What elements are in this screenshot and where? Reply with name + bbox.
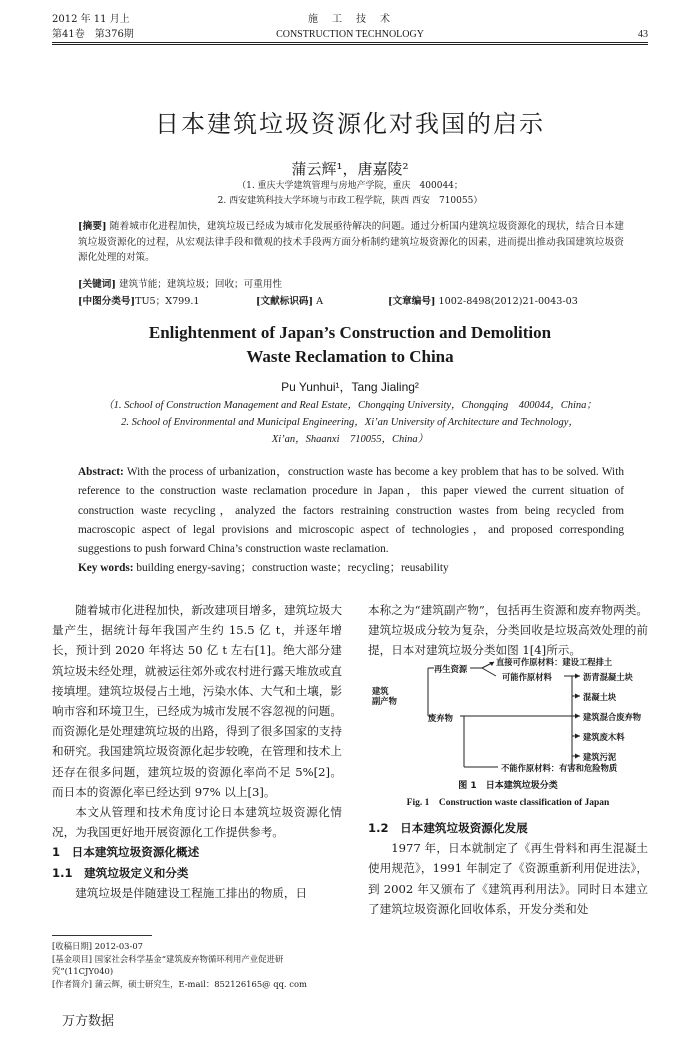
intro-paragraph: 随着城市化进程加快，新改建项目增多，建筑垃圾大量产生，据统计每年我国产生约 15.5 亿 t，并逐年增长，预计到 2020 年将达 50 亿 t 左右[1]。绝大部分建筑垃圾未经处理，就被运往郊外或农村进行露天堆放或直接填埋。建筑垃圾侵占土地，污染水体、大气和土壤，影响市容和环境卫生，已经成为城市发展不容忽视的问题。而资源化是处理建筑垃圾的出路，得到了很多国家的支持和研究。我国建筑垃圾资源化起步较晚，在管理和技术上还存在很多问题，建筑垃圾的资源化率尚不足 5%[2]。而日本的资源化率已经达到 97% 以上[3]。 (52, 603, 342, 799)
keywords-zh-text: 建筑节能；建筑垃圾；回收；可重用性 (118, 279, 283, 290)
footnotes (52, 940, 342, 990)
page-number: 43 (638, 29, 648, 40)
development-paragraph: 1977 年，日本就制定了《再生骨料和再生混凝土使用规范》，1991 年制定了《资源重新利用促进法》，到 2002 年又颁布了《建筑再利用法》。同时日本建立了建筑垃圾资源化回收体系，开发分类和处 (368, 841, 648, 916)
right-column-bottom (368, 818, 648, 919)
scope-paragraph: 本文从管理和技术角度讨论日本建筑垃圾资源化情况，为我国更好地开展资源化工作提供参考。 (52, 805, 342, 840)
keywords-en-text: building energy-saving；construction waste；recycling；reusability (136, 562, 449, 575)
authors-zh: 蒲云辉¹，唐嘉陵² (291, 160, 409, 178)
keywords-zh-label: [关键词] (78, 279, 116, 290)
affiliation-zh-2: 2. 西安建筑科技大学环境与市政工程学院，陕西 西安 710055） (217, 196, 483, 206)
journal-name-en: CONSTRUCTION TECHNOLOGY (276, 29, 424, 40)
abstract-zh-text: 随着城市化进程加快，建筑垃圾已经成为城市化发展亟待解决的问题。通过分析国内建筑垃圾资源化的现状，结合日本建筑垃圾资源化的过程，从宏观法律手段和微观的技术手段两方面分析制约建筑垃圾资源化的因素，进而提出推动我国建筑垃圾资源化处理的对策。 (78, 221, 624, 263)
figure-caption-en: Fig. 1 Construction waste classification of Japan (406, 798, 610, 808)
article-no-value: 1002-8498(2012)21-0043-03 (438, 296, 578, 307)
article-no-label: [文章编号] (388, 296, 436, 307)
header-rule-second (52, 44, 648, 45)
figure-caption-zh: 图 1 日本建筑垃圾分类 (458, 781, 558, 791)
footnote-received: [收稿日期] 2012-03-07 (52, 941, 143, 951)
figure-item-4: 建筑废木料 (583, 732, 625, 742)
clc-value: TU5；X799.1 (135, 296, 200, 307)
title-en-line2: Waste Reclamation to China (246, 347, 454, 366)
figure-item-5: 建筑污泥 (583, 752, 617, 762)
figure-item-2: 混凝土块 (583, 692, 617, 702)
page-title: 日本建筑垃圾资源化对我国的启示 (155, 110, 545, 138)
figure-item-1: 沥青混凝土块 (583, 672, 633, 682)
title-en-line1: Enlightenment of Japan’s Construction and Demolition (148, 323, 552, 342)
abstract-zh (78, 219, 624, 266)
keywords-zh (78, 277, 624, 293)
header-rule (52, 42, 648, 43)
definition-paragraph: 建筑垃圾是伴随建设工程施工排出的物质，日 (75, 885, 308, 900)
doc-code-label: [文献标识码] (256, 296, 314, 307)
journal-name-zh: 施 工 技 术 (308, 14, 392, 25)
figure-item-3: 建筑混合废弃物 (583, 712, 642, 722)
affiliation-en-1: （1. School of Construction Management and Real Estate，Chongqing University，Chongqing 400044，China； (103, 400, 597, 411)
footnote-fund: [基金项目] 国家社会科学基金“建筑废弃物循环利用产业促进研究”(11CJY040) (52, 953, 284, 976)
section-1-2-heading: 1.2 日本建筑垃圾资源化发展 (368, 821, 528, 835)
section-1-heading: 1 日本建筑垃圾资源化概述 (52, 845, 200, 860)
abstract-zh-label: [摘要] (78, 221, 107, 232)
right-column-top (368, 600, 648, 661)
header-date: 2012 年 11 月上 (52, 14, 130, 25)
keywords-en-label: Key words (78, 562, 130, 575)
figure-waste-node: 废弃物 (428, 713, 453, 723)
classification-paragraph: 本称之为“建筑副产物”，包括再生资源和废弃物两类。建筑垃圾成分较为复杂，分类回收是垃圾高效处理的前提，日本对建筑垃圾分类如图 1[4]所示。 (368, 603, 648, 658)
section-1-1-heading: 1.1 建筑垃圾定义和分类 (52, 865, 189, 880)
affiliation-en-3: Xi’an，Shaanxi 710055，China） (271, 434, 429, 445)
figure-1 (368, 657, 648, 775)
figure-impossible-node: 不能作原材料：有害和危险物质 (501, 763, 618, 773)
affiliations-en (60, 397, 640, 448)
authors-en: Pu Yunhui¹，Tang Jialing² (281, 380, 419, 394)
affiliation-en-2: 2. School of Environmental and Municipal Engineering，Xi’an University of Architecture and Technology， (121, 417, 579, 428)
clc-label: [中图分类号] (78, 296, 136, 307)
watermark: 万方数据 (62, 1014, 115, 1029)
title-en (0, 321, 700, 369)
abstract-en: Abstract: With the process of urbanization，construction waste has become a key problem that has to be solved. With reference to the construction waste reclamation procedure in Japan，this paper viewed the current situation of construction waste recycling，analyzed the factors restraining construction wastes from being recycled from macroscopic aspect of legal provisions and microscopic aspect of technologies，and proposed corresponding suggestions to push forward China’s construction waste reclamation. Key words: building energy-saving；construction waste；recycling；reusability (78, 466, 624, 575)
left-column (52, 600, 342, 903)
abstract-en-label: Abstract (78, 466, 121, 478)
footnote-rule (52, 935, 152, 936)
figure-root-node: 建筑 副产物 (372, 686, 397, 706)
header-volume: 第41卷 第376期 (52, 29, 134, 40)
figure-recycle-node: 再生资源 (434, 664, 468, 674)
figure-possible-node: 可能作原材料 (502, 672, 552, 682)
abstract-en-text: With the process of urbanization，construction waste has become a key problem that has to be solved. With reference to the construction waste reclamation procedure in Japan，this paper viewed the current situation of construction waste recycling，analyzed the factors restraining construction wastes from being recycled from macroscopic aspect of legal provisions and microscopic aspect of technologies，and proposed corresponding suggestions to push forward China’s construction waste reclamation. (78, 466, 624, 556)
doc-code-value: A (316, 296, 324, 307)
affiliation-zh-1: （1. 重庆大学建筑管理与房地产学院，重庆 400044； (237, 181, 463, 191)
footnote-author: [作者简介] 蒲云辉，硕士研究生，E-mail：852126165@ qq. com (52, 978, 307, 989)
figure-direct-node: 直接可作原材料：建设工程排土 (496, 657, 613, 667)
